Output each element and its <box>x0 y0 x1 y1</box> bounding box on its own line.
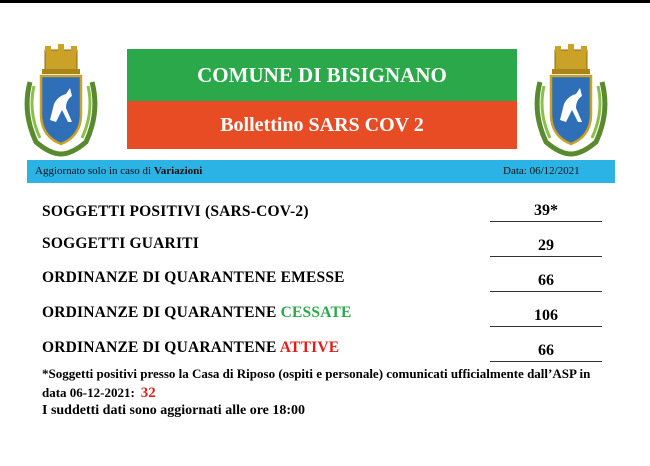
municipality-title: COMUNE DI BISIGNANO <box>127 49 517 101</box>
row-label-cessate <box>42 304 352 322</box>
row-label-attive <box>42 339 339 357</box>
coat-of-arms-right-icon <box>530 42 612 158</box>
top-border <box>0 0 650 3</box>
row-value-guariti: 29 <box>490 237 602 257</box>
row-label-emesse <box>42 269 345 287</box>
footnote-text: *Soggetti positivi presso la Casa di Riposo (ospiti e personale) comunicati ufficialmente dall’ASP in data 06-12-2021: <box>42 366 591 400</box>
row-label-guariti: SOGGETTI GUARITI <box>42 235 199 252</box>
footnote <box>42 364 602 403</box>
row-label-cessate-status: CESSATE <box>280 304 352 321</box>
row-label-attive-status: ATTIVE <box>279 339 340 356</box>
bulletin-title: Bollettino SARS COV 2 <box>127 101 517 149</box>
row-value-emesse: 66 <box>490 272 602 292</box>
footnote-value: 32 <box>140 385 156 401</box>
row-label-attive-prefix: ORDINANZE DI QUARANTENE <box>42 339 277 356</box>
row-value-positivi: 39* <box>490 202 602 222</box>
update-time-note: I suddetti dati sono aggiornati alle ore 18:00 <box>42 403 306 418</box>
coat-of-arms-left-icon <box>20 42 102 158</box>
info-bar <box>27 160 615 183</box>
row-label-emesse-status: EMESSE <box>280 269 345 286</box>
row-value-attive: 66 <box>490 342 602 362</box>
bulletin-date: Data: 06/12/2021 <box>503 165 580 177</box>
row-label-cessate-prefix: ORDINANZE DI QUARANTENE <box>42 304 277 321</box>
row-label-positivi: SOGGETTI POSITIVI (SARS-COV-2) <box>42 203 309 220</box>
update-note <box>35 165 202 177</box>
row-label-emesse-prefix: ORDINANZE DI QUARANTENE <box>42 269 277 286</box>
row-value-cessate: 106 <box>490 307 602 327</box>
update-note-text: Aggiornato solo in caso di <box>35 165 152 177</box>
update-note-emphasis: Variazioni <box>153 165 203 177</box>
